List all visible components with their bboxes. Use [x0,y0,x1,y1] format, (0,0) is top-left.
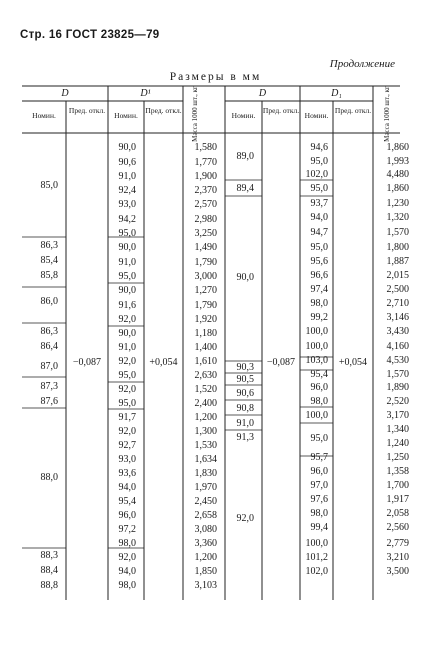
table-cell: 87,3 [40,381,58,392]
tolerance-D1: +0,054 [338,357,368,368]
table-cell: 2,658 [194,510,217,521]
table-cell: 86,3 [40,240,58,251]
table-cell: 85,8 [40,270,58,281]
table-cell: 95,6 [310,256,328,267]
table-cell: 100,0 [305,326,328,337]
subheader-nomin: Номин. [114,111,138,120]
table-cell: 87,0 [40,361,58,372]
table-cell: 92,0 [118,426,136,437]
subheader-pred-otkl: Пред. откл. [145,106,182,115]
table-cell: 1,230 [386,198,409,209]
table-cell: 96,0 [310,466,328,477]
table-cell: 2,779 [386,538,409,549]
table-cell: 3,360 [194,538,217,549]
table-cell: 2,520 [386,396,409,407]
table-cell: 1,320 [386,212,409,223]
table-cell: 95,4 [310,369,328,380]
table-cell: 95,0 [118,398,136,409]
table-cell: 98,0 [118,580,136,591]
table-cell: 96,6 [310,270,328,281]
table-cell: 97,2 [118,524,136,535]
table-cell: 95,0 [310,433,328,444]
table-cell: 93,0 [118,199,136,210]
table-cell: 1,520 [194,384,217,395]
dimensions-title: Размеры в мм [169,71,262,83]
col-header-D-right: D [258,88,267,99]
subheader-pred-otkl: Пред. откл. [262,106,300,115]
table-cell: 100,0 [305,410,328,421]
table-cell: 3,146 [386,312,409,323]
table-cell: 1,490 [194,242,217,253]
table-cell: 1,890 [386,382,409,393]
table-cell: 90,0 [118,285,136,296]
table-cell: 3,430 [386,326,409,337]
table-cell: 87,6 [40,396,58,407]
table-cell: 2,400 [194,398,217,409]
table-cell: 96,0 [118,510,136,521]
table-cell: 1,340 [386,424,409,435]
table-cell: 2,980 [194,214,217,225]
table-cell: 2,630 [194,370,217,381]
table-cell: 1,250 [386,452,409,463]
subheader-mass: Масса 1000 шт., кг [191,86,199,142]
table-cell: 94,2 [118,214,136,225]
table-cell: 91,7 [118,412,136,423]
table-cell: 95,0 [310,156,328,167]
table-cell: 90,0 [236,272,254,283]
table-cell: 3,500 [386,566,409,577]
table-cell: 95,0 [118,271,136,282]
table-cell: 92,0 [118,384,136,395]
tolerance-D: −0,087 [266,357,296,368]
tolerance-D1: +0,054 [149,357,178,368]
table-cell: 1,830 [194,468,217,479]
table-cell: 1,270 [194,285,217,296]
table-cell: 2,370 [194,185,217,196]
col-header-D1-right: D₁ [331,88,342,99]
table-cell: 94,0 [310,212,328,223]
table-cell: 90,5 [236,374,254,385]
col-header-D-left: D [61,88,69,99]
col-header-D1-left: D¹ [140,88,151,99]
subheader-nomin: Номин. [231,111,256,120]
table-cell: 1,850 [194,566,217,577]
table-cell: 2,560 [386,522,409,533]
table-cell: 100,0 [305,341,328,352]
table-cell: 3,000 [194,271,217,282]
table-cell: 85,0 [40,180,58,191]
table-cell: 91,6 [118,300,136,311]
table-cell: 93,0 [118,454,136,465]
table-cell: 89,0 [236,151,254,162]
table-cell: 1,610 [194,356,217,367]
table-cell: 88,3 [40,550,58,561]
table-cell: 102,0 [305,566,328,577]
table-cell: 88,0 [40,472,58,483]
page-header: Стр. 16 ГОСТ 23825—79 [20,29,160,41]
table-cell: 1,800 [386,242,409,253]
table-cell: 90,8 [236,403,254,414]
table-cell: 2,500 [386,284,409,295]
table-cell: 94,6 [310,142,328,153]
table-cell: 1,993 [386,156,409,167]
subheader-pred-otkl: Пред. откл. [334,106,372,115]
table-cell: 2,570 [194,199,217,210]
table-cell: 101,2 [305,552,328,563]
table-cell: 3,103 [194,580,217,591]
table-cell: 1,770 [194,157,217,168]
table-cell: 1,358 [386,466,409,477]
tolerance-D: −0,087 [72,357,102,368]
table-cell: 90,6 [118,157,136,168]
subheader-nomin: Номин. [304,111,329,120]
table-cell: 1,790 [194,300,217,311]
table-cell: 90,3 [236,362,254,373]
table-cell: 3,250 [194,228,217,239]
continuation-label: Продолжение [329,58,395,70]
table-cell: 98,0 [118,538,136,549]
table-cell: 92,4 [118,185,136,196]
table-cell: 97,6 [310,494,328,505]
table-cell: 2,058 [386,508,409,519]
table-cell: 4,480 [386,169,409,180]
table-cell: 97,4 [310,284,328,295]
table-cell: 90,0 [118,142,136,153]
table-cell: 93,7 [310,198,328,209]
table-cell: 86,4 [40,341,58,352]
table-cell: 1,634 [194,454,217,465]
table-cell: 3,210 [386,552,409,563]
table-cell: 95,0 [310,183,328,194]
table-cell: 99,2 [310,312,328,323]
table-cell: 92,0 [118,356,136,367]
table-cell: 95,7 [310,452,328,463]
table-cell: 1,300 [194,426,217,437]
table-cell: 93,6 [118,468,136,479]
table-cell: 1,580 [194,142,217,153]
table-cell: 95,0 [118,228,136,239]
table-cell: 98,0 [310,508,328,519]
table-cell: 1,860 [386,142,409,153]
table-cell: 3,170 [386,410,409,421]
table-cell: 1,887 [386,256,409,267]
table-cell: 98,0 [310,396,328,407]
table-cell: 103,0 [305,355,328,366]
table-cell: 1,400 [194,342,217,353]
table-cell: 102,0 [305,169,328,180]
table-cell: 3,080 [194,524,217,535]
table-cell: 2,710 [386,298,409,309]
table-cell: 4,160 [386,341,409,352]
table-cell: 88,4 [40,565,58,576]
table-cell: 1,570 [386,227,409,238]
table-cell: 1,790 [194,257,217,268]
table-cell: 1,920 [194,314,217,325]
table-cell: 92,0 [118,552,136,563]
table-cell: 89,4 [236,183,254,194]
table-cell: 91,0 [118,171,136,182]
table-cell: 94,0 [118,482,136,493]
table-cell: 91,0 [118,342,136,353]
table-cell: 1,200 [194,412,217,423]
table-cell: 91,0 [118,257,136,268]
table-cell: 86,3 [40,326,58,337]
table-cell: 95,4 [118,496,136,507]
table-cell: 1,180 [194,328,217,339]
table-cell: 100,0 [305,538,328,549]
table-cell: 91,0 [236,418,254,429]
table-cell: 1,860 [386,183,409,194]
table-cell: 94,0 [118,566,136,577]
table-cell: 94,7 [310,227,328,238]
table-cell: 1,900 [194,171,217,182]
subheader-nomin: Номин. [32,111,56,120]
table-cell: 92,0 [236,513,254,524]
table-cell: 1,700 [386,480,409,491]
table-cell: 1,917 [386,494,409,505]
table-cell: 1,200 [194,552,217,563]
table-cell: 97,0 [310,480,328,491]
table-cell: 4,530 [386,355,409,366]
table-cell: 85,4 [40,255,58,266]
table-cell: 1,530 [194,440,217,451]
table-cell: 90,6 [236,388,254,399]
table-cell: 92,7 [118,440,136,451]
table-cell: 95,0 [118,370,136,381]
table-cell: 90,0 [118,328,136,339]
table-cell: 2,450 [194,496,217,507]
table-cell: 1,970 [194,482,217,493]
table-cell: 92,0 [118,314,136,325]
table-cell: 96,0 [310,382,328,393]
table-cell: 91,3 [236,432,254,443]
table-cell: 2,015 [386,270,409,281]
table-cell: 1,240 [386,438,409,449]
table-cell: 98,0 [310,298,328,309]
subheader-mass: Масса 1000 шт., кг [383,86,391,142]
table-cell: 99,4 [310,522,328,533]
table-cell: 95,0 [310,242,328,253]
table-cell: 88,8 [40,580,58,591]
table-cell: 1,570 [386,369,409,380]
subheader-pred-otkl: Пред. откл. [68,106,106,115]
table-cell: 90,0 [118,242,136,253]
table-cell: 86,0 [40,296,58,307]
